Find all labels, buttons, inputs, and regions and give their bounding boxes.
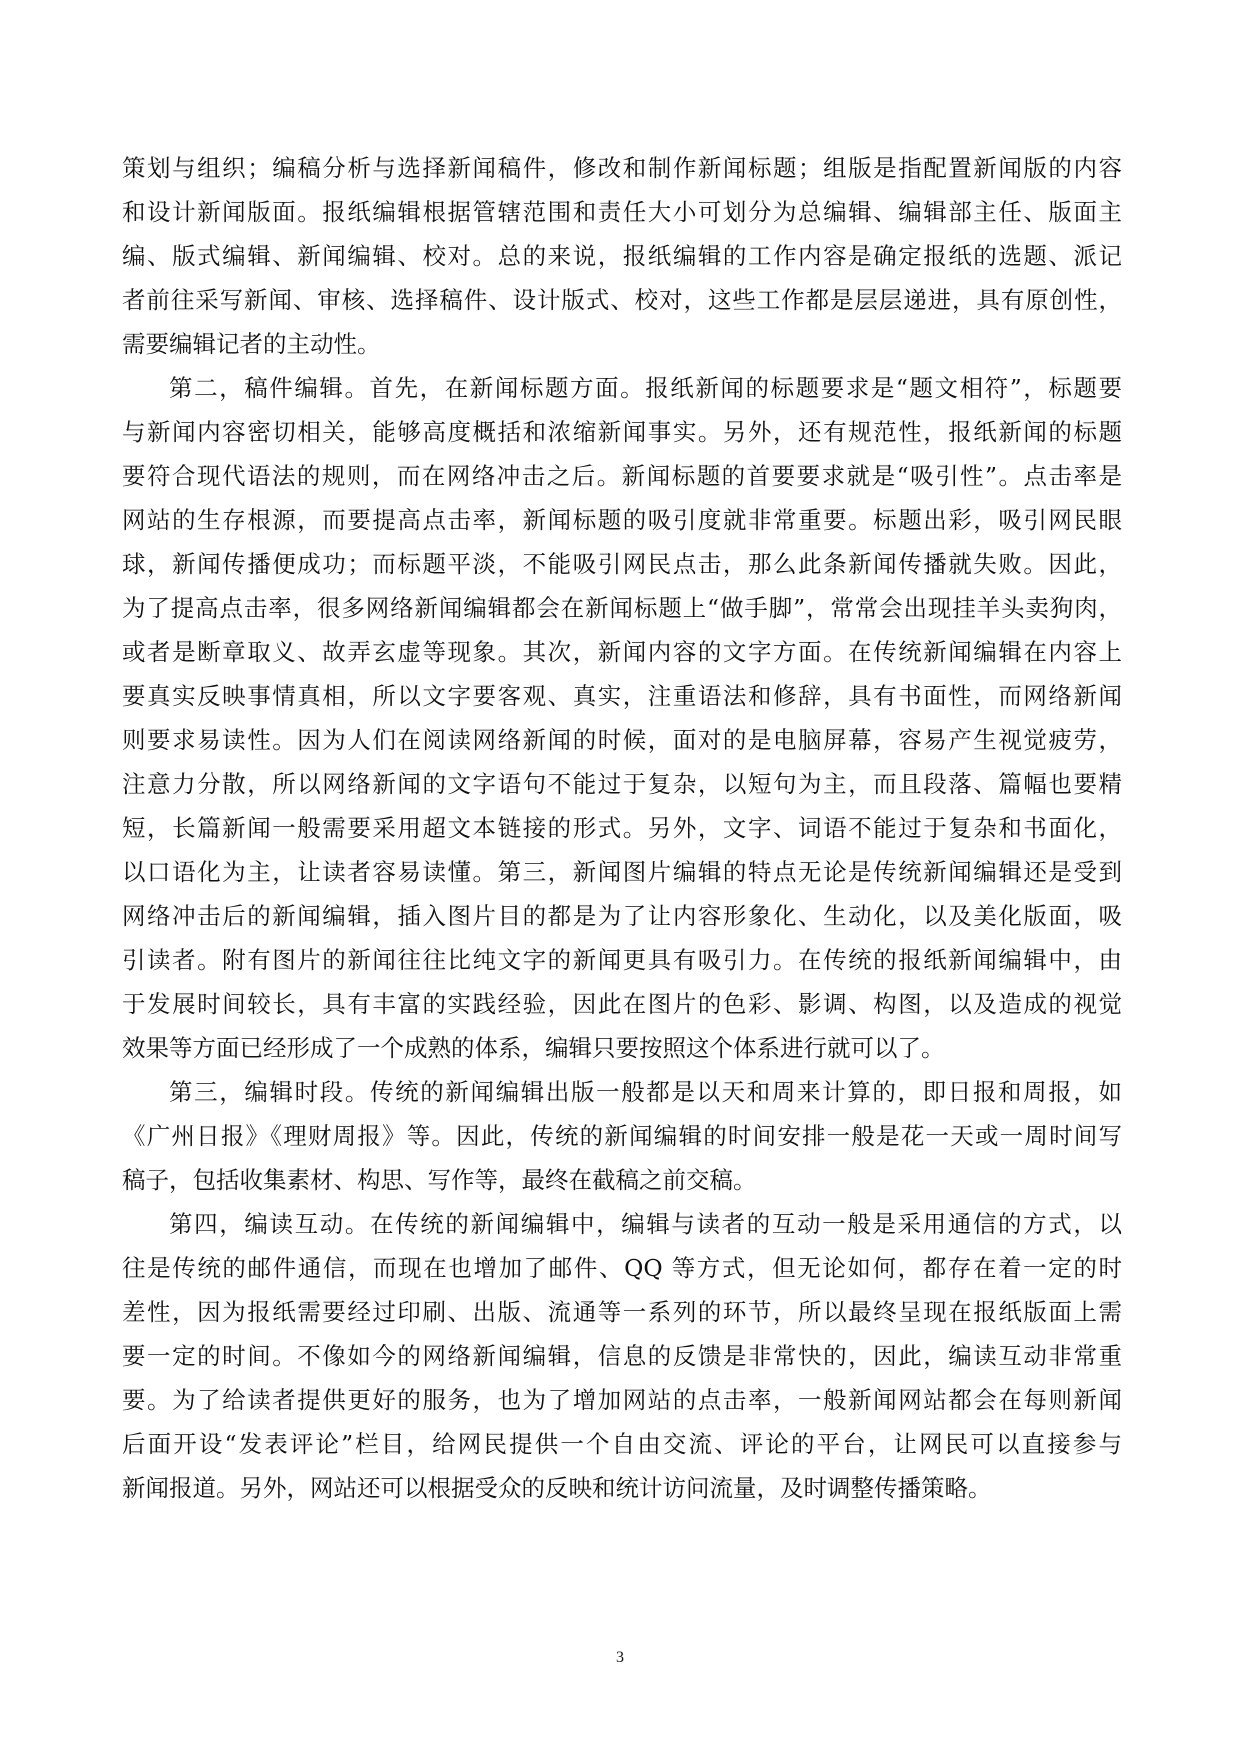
- text-line: 于发展时间较长，具有丰富的实践经验，因此在图片的色彩、影调、构图，以及造成的视觉: [122, 990, 1122, 1018]
- text-line: 和设计新闻版面。报纸编辑根据管辖范围和责任大小可划分为总编辑、编辑部主任、版面主: [122, 198, 1122, 226]
- text-line: 注意力分散，所以网络新闻的文字语句不能过于复杂，以短句为主，而且段落、篇幅也要精: [122, 770, 1122, 798]
- text-line: 要。为了给读者提供更好的服务，也为了增加网站的点击率，一般新闻网站都会在每则新闻: [122, 1386, 1122, 1414]
- text-line: 要符合现代语法的规则，而在网络冲击之后。新闻标题的首要要求就是“吸引性”。点击率是: [122, 462, 1122, 490]
- text-line: 编、版式编辑、新闻编辑、校对。总的来说，报纸编辑的工作内容是确定报纸的选题、派记: [122, 242, 1122, 270]
- page-number: 3: [616, 1649, 624, 1666]
- text-line: 要真实反映事情真相，所以文字要客观、真实，注重语法和修辞，具有书面性，而网络新闻: [122, 682, 1122, 710]
- text-line: 要一定的时间。不像如今的网络新闻编辑，信息的反馈是非常快的，因此，编读互动非常重: [122, 1342, 1122, 1370]
- text-line: 第四，编读互动。在传统的新闻编辑中，编辑与读者的互动一般是采用通信的方式，以: [169, 1210, 1122, 1238]
- text-line: 或者是断章取义、故弄玄虚等现象。其次，新闻内容的文字方面。在传统新闻编辑在内容上: [122, 638, 1122, 666]
- text-line: 与新闻内容密切相关，能够高度概括和浓缩新闻事实。另外，还有规范性，报纸新闻的标题: [122, 418, 1122, 446]
- text-line: 第三，编辑时段。传统的新闻编辑出版一般都是以天和周来计算的，即日报和周报，如: [169, 1078, 1122, 1106]
- text-line: 需要编辑记者的主动性。: [122, 330, 381, 358]
- text-line: 第二，稿件编辑。首先，在新闻标题方面。报纸新闻的标题要求是“题文相符”，标题要: [169, 374, 1122, 402]
- text-line: 以口语化为主，让读者容易读懂。第三，新闻图片编辑的特点无论是传统新闻编辑还是受到: [122, 858, 1122, 886]
- text-line: 稿子，包括收集素材、构思、写作等，最终在截稿之前交稿。: [122, 1166, 757, 1194]
- text-line: 短，长篇新闻一般需要采用超文本链接的形式。另外，文字、词语不能过于复杂和书面化，: [122, 814, 1122, 842]
- text-line: 往是传统的邮件通信，而现在也增加了邮件、QQ 等方式，但无论如何，都存在着一定的时: [122, 1254, 1122, 1282]
- text-line: 《广州日报》《理财周报》等。因此，传统的新闻编辑的时间安排一般是花一天或一周时间写: [122, 1122, 1122, 1150]
- text-line: 效果等方面已经形成了一个成熟的体系，编辑只要按照这个体系进行就可以了。: [122, 1034, 945, 1062]
- text-line: 引读者。附有图片的新闻往往比纯文字的新闻更具有吸引力。在传统的报纸新闻编辑中，由: [122, 946, 1122, 974]
- text-line: 则要求易读性。因为人们在阅读网络新闻的时候，面对的是电脑屏幕，容易产生视觉疲劳，: [122, 726, 1122, 754]
- text-line: 网络冲击后的新闻编辑，插入图片目的都是为了让内容形象化、生动化，以及美化版面，吸: [122, 902, 1122, 930]
- text-line: 新闻报道。另外，网站还可以根据受众的反映和统计访问流量，及时调整传播策略。: [122, 1474, 992, 1502]
- text-line: 网站的生存根源，而要提高点击率，新闻标题的吸引度就非常重要。标题出彩，吸引网民眼: [122, 506, 1122, 534]
- text-line: 者前往采写新闻、审核、选择稿件、设计版式、校对，这些工作都是层层递进，具有原创性，: [122, 286, 1122, 314]
- text-line: 后面开设“发表评论”栏目，给网民提供一个自由交流、评论的平台，让网民可以直接参与: [122, 1430, 1122, 1458]
- text-line: 为了提高点击率，很多网络新闻编辑都会在新闻标题上“做手脚”，常常会出现挂羊头卖狗肉，: [122, 594, 1122, 622]
- text-line: 球，新闻传播便成功；而标题平淡，不能吸引网民点击，那么此条新闻传播就失败。因此，: [122, 550, 1122, 578]
- text-line: 策划与组织；编稿分析与选择新闻稿件，修改和制作新闻标题；组版是指配置新闻版的内容: [122, 154, 1122, 182]
- text-line: 差性，因为报纸需要经过印刷、出版、流通等一系列的环节，所以最终呈现在报纸版面上需: [122, 1298, 1122, 1326]
